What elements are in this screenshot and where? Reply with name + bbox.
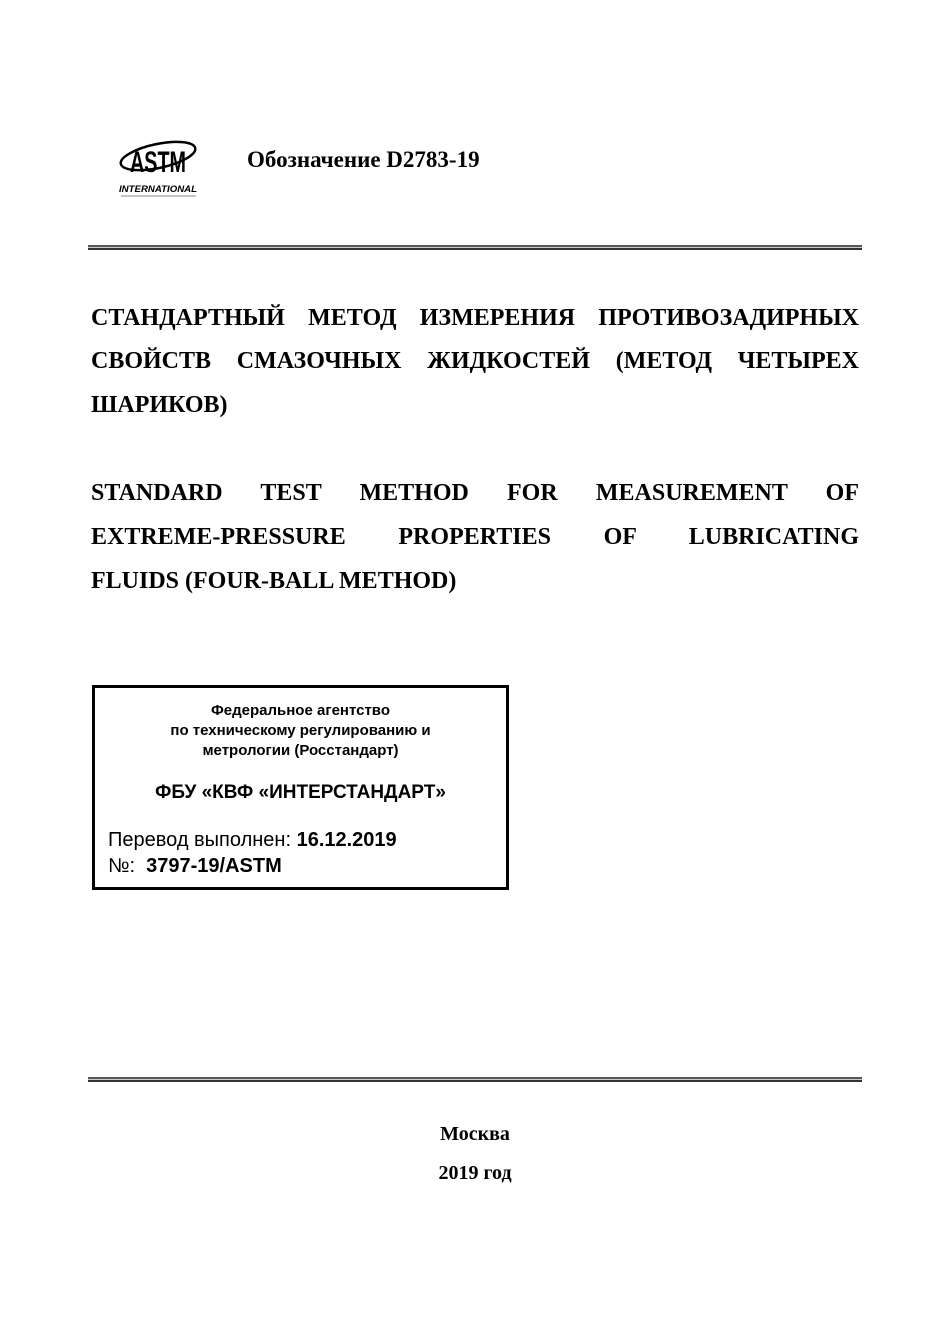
organization: ФБУ «КВФ «ИНТЕРСТАНДАРТ» xyxy=(155,782,446,803)
agency-line-3: метрологии (Росстандарт) xyxy=(202,742,399,759)
title-ru-line-3: ШАРИКОВ) xyxy=(91,392,228,418)
translation-number: 3797-19/ASTM xyxy=(146,855,282,877)
top-divider xyxy=(88,245,862,250)
number-label: №: xyxy=(108,855,136,877)
bottom-divider xyxy=(88,1077,862,1082)
agency-line-2: по техническому регулированию и xyxy=(170,722,431,739)
title-ru-line-1: СТАНДАРТНЫЙ МЕТОД ИЗМЕРЕНИЯ ПРОТИВОЗАДИРНЫХ xyxy=(91,305,859,331)
year: 2019 год xyxy=(438,1162,512,1184)
designation: Обозначение D2783-19 xyxy=(247,147,480,172)
translation-stamp xyxy=(92,685,509,890)
astm-logo-icon xyxy=(118,126,200,198)
city: Москва xyxy=(440,1123,510,1145)
svg-text:ASTM: ASTM xyxy=(130,146,186,179)
title-en-line-2: EXTREME-PRESSURE PROPERTIES OF LUBRICATING xyxy=(91,524,859,550)
title-en-line-3: FLUIDS (FOUR-BALL METHOD) xyxy=(91,568,457,594)
translated-date: 16.12.2019 xyxy=(296,829,397,851)
agency-line-1: Федеральное агентство xyxy=(210,702,390,719)
svg-text:INTERNATIONAL: INTERNATIONAL xyxy=(119,184,197,194)
title-en-line-1: STANDARD TEST METHOD FOR MEASUREMENT OF xyxy=(91,480,859,506)
astm-logo xyxy=(118,126,200,198)
translated-label: Перевод выполнен: xyxy=(108,829,292,851)
title-ru-line-2: СВОЙСТВ СМАЗОЧНЫХ ЖИДКОСТЕЙ (МЕТОД ЧЕТЫРЕХ xyxy=(91,348,859,374)
